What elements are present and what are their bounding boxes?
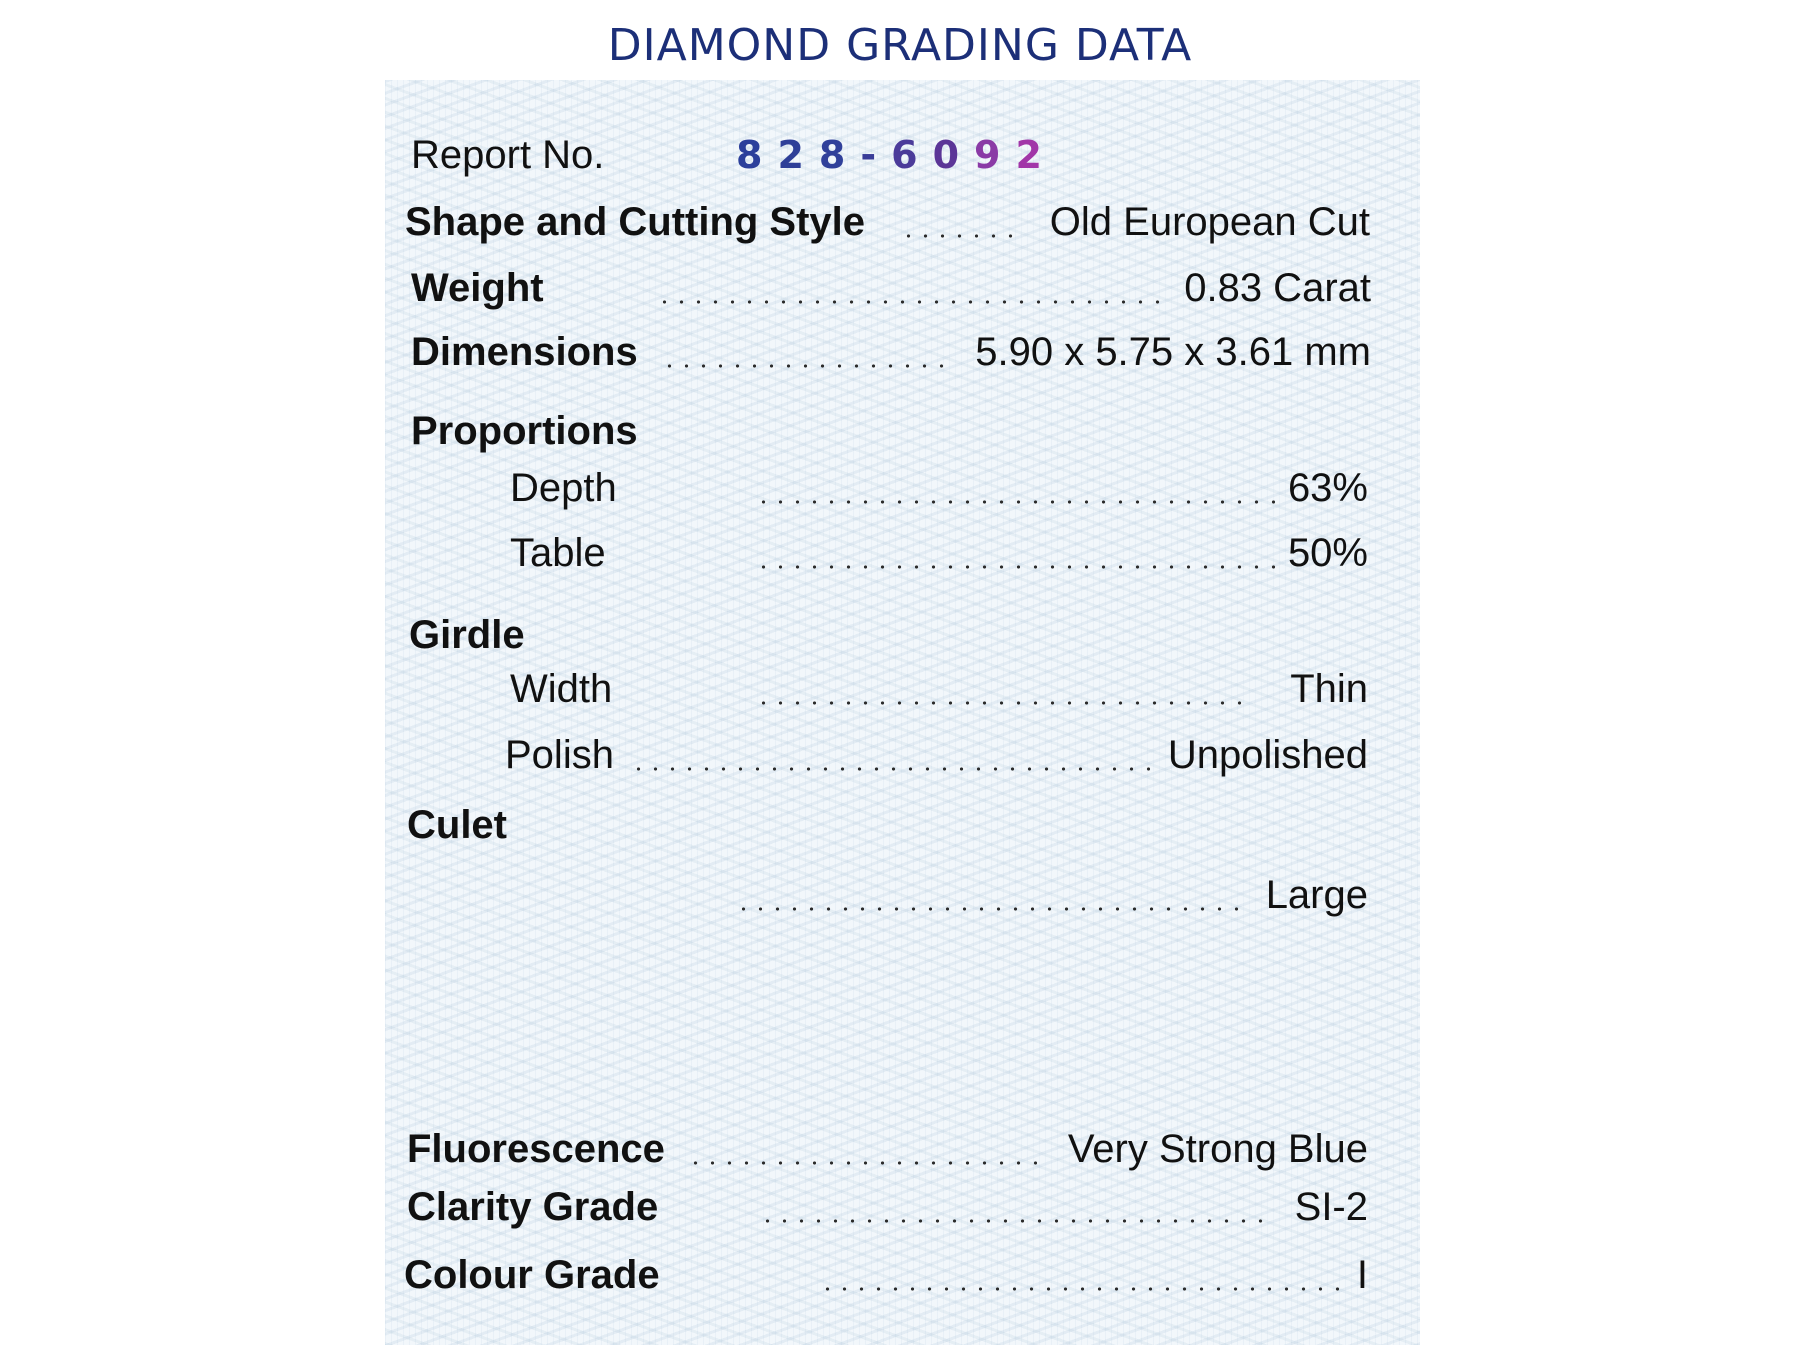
colour-value: I	[1356, 1253, 1368, 1297]
report-number-char: 0	[932, 133, 975, 177]
leader-dots	[661, 363, 956, 369]
table-value: 50%	[1287, 531, 1368, 575]
leader-dots	[819, 1286, 1339, 1292]
clarity-row	[407, 1182, 1368, 1232]
grading-panel	[385, 80, 1420, 1345]
report-number-char: 6	[891, 133, 933, 177]
dimensions-label: Dimensions	[411, 330, 638, 374]
shape-row	[405, 197, 1370, 247]
shape-value: Old European Cut	[1049, 200, 1370, 244]
leader-dots	[687, 1160, 1037, 1166]
fluorescence-value: Very Strong Blue	[1067, 1127, 1368, 1171]
depth-row	[510, 463, 1368, 513]
girdle-row	[409, 610, 1369, 660]
proportions-row	[411, 406, 1371, 456]
weight-value: 0.83 Carat	[1184, 266, 1371, 310]
clarity-value: SI-2	[1294, 1185, 1368, 1229]
depth-value: 63%	[1287, 466, 1368, 510]
polish-label: Polish	[505, 733, 614, 777]
colour-label: Colour Grade	[404, 1253, 660, 1297]
report-number-char: 9	[974, 133, 1016, 177]
report-number-char: -	[860, 133, 892, 177]
depth-label: Depth	[510, 466, 617, 510]
report-number-value	[736, 130, 1057, 180]
culet-value: Large	[1265, 873, 1368, 917]
dimensions-row	[411, 327, 1371, 377]
table-row	[510, 528, 1368, 578]
leader-dots	[755, 499, 1275, 505]
fluorescence-row	[407, 1124, 1368, 1174]
leader-dots	[735, 906, 1245, 912]
report-number-row	[411, 130, 1371, 180]
report-number-char: 8	[818, 133, 861, 177]
leader-dots	[759, 1218, 1271, 1224]
dimensions-value: 5.90 x 5.75 x 3.61 mm	[975, 330, 1371, 374]
culet-heading: Culet	[407, 803, 507, 847]
width-label: Width	[510, 667, 613, 711]
weight-row	[411, 263, 1371, 313]
culet-row	[407, 800, 1367, 850]
culet-value-row	[735, 870, 1368, 920]
leader-dots	[900, 233, 1025, 239]
clarity-label: Clarity Grade	[407, 1185, 659, 1229]
table-label: Table	[510, 531, 606, 575]
girdle-heading: Girdle	[409, 613, 525, 657]
report-number-char: 2	[1015, 133, 1057, 177]
report-number-char: 2	[777, 133, 819, 177]
weight-label: Weight	[411, 266, 544, 310]
width-row	[510, 664, 1368, 714]
leader-dots	[656, 299, 1171, 305]
fluorescence-label: Fluorescence	[407, 1127, 665, 1171]
leader-dots	[755, 564, 1275, 570]
page-title: DIAMOND GRADING DATA	[607, 20, 1193, 71]
colour-row	[404, 1250, 1368, 1300]
polish-row	[505, 730, 1368, 780]
width-value: Thin	[1290, 667, 1368, 711]
shape-label: Shape and Cutting Style	[405, 200, 866, 244]
report-number-label: Report No.	[411, 133, 605, 177]
proportions-heading: Proportions	[411, 409, 638, 453]
leader-dots	[755, 700, 1255, 706]
polish-value: Unpolished	[1167, 733, 1368, 777]
report-number-char: 8	[736, 133, 778, 177]
leader-dots	[630, 766, 1150, 772]
